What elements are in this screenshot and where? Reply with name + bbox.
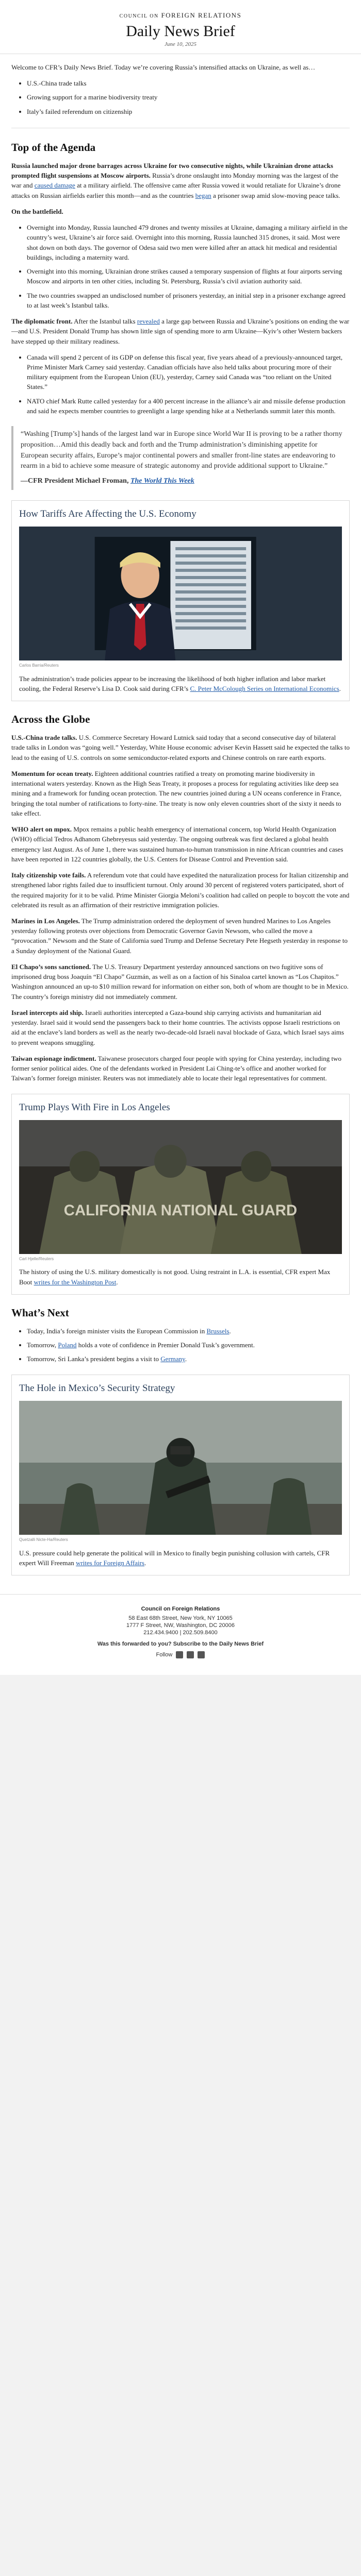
footer-address: 58 East 68th Street, New York, NY 10065 bbox=[128, 1615, 233, 1622]
globe-item: Taiwan espionage indictment. Taiwanese prosecutors charged four people with spying for China yesterday, including two former senior political aides. One of the defendants worked in President Lai Ching-te’s office and another worked for Taiwan’s former foreign minister. Reuters was not immediately able to locate their legal representatives for comment. bbox=[11, 1054, 341, 1082]
list-item: • Tomorrow, Poland holds a vote of confidence in Premier Donald Tusk’s government. bbox=[27, 1340, 350, 1350]
list-item: • U.S.-China trade talks bbox=[27, 78, 350, 88]
list-item: • NATO chief Mark Rutte called yesterday for a 400 percent increase in the alliance’s air and missile defense production and said he expects member countries to greenlight a large spending hike at a Netherlands summit later this month. bbox=[27, 396, 350, 416]
list-item: • The two countries swapped an undisclosed number of prisoners yesterday, an initial step in a prisoner exchange agreed to at last week’s Istanbul talks. bbox=[27, 291, 350, 310]
footer-subscribe-cta[interactable]: Was this forwarded to you? Subscribe to the Daily News Brief bbox=[97, 1641, 264, 1648]
footer bbox=[0, 1594, 361, 1675]
globe-item: U.S.-China trade talks. U.S. Commerce Secretary Howard Lutnick said today that a second consecutive day of bilateral trade talks in London was “going well.” Yesterday, White House economic adviser Kevin Hassett said he expected the talks to lead to the easing of U.S. controls on some semiconductor-related exports and Chinese controls on rare earth exports. bbox=[11, 734, 350, 761]
list-item: • Canada will spend 2 percent of its GDP on defense this fiscal year, five years ahead of a previously-announced target, Prime Minister Mark Carney said yesterday. Canadian officials have also held talks about procuring more of their military equipment from the European Union (EU), yesterday, Carney said Canada was “too reliant on the United States.” bbox=[27, 352, 350, 392]
quote-attribution: —CFR President Michael Froman, The World This Week bbox=[21, 477, 194, 485]
footer-org-name: Council on Foreign Relations bbox=[141, 1606, 220, 1613]
next-list bbox=[11, 1326, 350, 1364]
list-item: • Today, India’s foreign minister visits the European Commission in Brussels. bbox=[27, 1326, 350, 1336]
intro-list bbox=[11, 78, 350, 116]
newsletter-title: Daily News Brief bbox=[126, 23, 235, 40]
globe-item: Israel intercepts aid ship. Israeli authorities intercepted a Gaza-bound ship carrying activists and humanitarian aid yesterday. Israel said it would send the passengers back to their home countries. The activists oppose Israeli restrictions on aid at the enclave’s land borders as well as the nearly two-decade-old Israeli naval blockade of Gaza, which Israel says aims to prevent weapons smuggling. bbox=[11, 1008, 344, 1046]
link-brussels[interactable]: Brussels bbox=[206, 1327, 229, 1335]
feature-mexico bbox=[11, 1375, 350, 1575]
feature-title: The Hole in Mexico’s Security Strategy bbox=[19, 1382, 175, 1394]
link-germany[interactable]: Germany bbox=[160, 1355, 185, 1363]
photo-credit: Quetzalli Nicte-Ha/Reuters bbox=[19, 1537, 68, 1542]
feature-title: Trump Plays With Fire in Los Angeles bbox=[19, 1101, 170, 1113]
link-world-this-week[interactable]: The World This Week bbox=[130, 477, 194, 485]
list-item: • Overnight into Monday, Russia launched 479 drones and twenty missiles at Ukraine, damaging a military airfield in the country’s west, Ukraine’s air force said. Overnight into this morning, Russia launched 315 drones, it said. Most were shot down on both days. The governor of Odesa said two men were killed after an attack hit medical and residential buildings, including a maternity ward. bbox=[27, 223, 350, 262]
feature-text: U.S. pressure could help generate the political will in Mexico to finally begin punishing collusion with cartels, CFR expert Will Freeman writes for Foreign Affairs. bbox=[19, 1549, 330, 1567]
link-caused-damage[interactable]: caused damage bbox=[34, 181, 75, 190]
list-item: • Italy’s failed referendum on citizenship bbox=[27, 107, 350, 116]
pull-quote bbox=[11, 426, 350, 490]
feature-text: The administration’s trade policies appear to be increasing the likelihood of both higher inflation and labor market cooling, the Federal Reserve’s Lisa D. Cook said during CFR’s C. Peter McColough Series on International Economics. bbox=[19, 674, 341, 692]
feature-photo-mexico-security[interactable] bbox=[19, 1401, 342, 1535]
subheading-battlefield: On the battlefield. bbox=[11, 207, 63, 215]
globe-item: Momentum for ocean treaty. Eighteen additional countries ratified a treaty on promoting marine biodiversity in international waters yesterday. Known as the High Seas Treaty, it proposes a process for regulating activities like deep sea mining and a framework for funding ocean protection. The new countries joined during a UN oceans conference in France, bringing the total number of ratifications to forty-nine. The treaty is now only eleven countries short of the sixty it needs to take effect. bbox=[11, 769, 342, 817]
cfr-logo[interactable]: COUNCIL ON FOREIGN RELATIONS bbox=[119, 11, 242, 19]
globe-item: WHO alert on mpox. Mpox remains a public health emergency of international concern, top World Health Organization (WHO) official Tedros Adhanom Ghebreyesus said yesterday. The ongoing outbreak was first declared a global health emergency last August. As of June 1, there was sustained human-to-human transmission in nine African countries and cases have been reported in 122 countries globally, the U.S. Centers for Disease Control and Prevention said. bbox=[11, 825, 343, 863]
twitter-icon[interactable] bbox=[176, 1651, 183, 1658]
link-foreign-affairs[interactable]: writes for Foreign Affairs bbox=[76, 1558, 145, 1567]
feature-photo-trump-tariffs[interactable] bbox=[19, 527, 342, 660]
feature-los-angeles bbox=[11, 1094, 350, 1295]
list-item: • Growing support for a marine biodiversity treaty bbox=[27, 92, 350, 102]
list-item: • Tomorrow, Sri Lanka’s president begins a visit to Germany. bbox=[27, 1354, 350, 1364]
globe-item: El Chapo’s sons sanctioned. The U.S. Treasury Department yesterday announced sanctions on two fugitive sons of imprisoned drug boss Joaquín “El Chapo” Guzmán, as well as on a faction of his Sinaloa cartel known as “Los Chapitos.” Washington announced an up-to $10 million reward for information on either son, both of whom are thought to be in Mexico. The country’s foreign ministry did not immediately comment. bbox=[11, 962, 349, 1001]
photo-credit: Carlos Barria/Reuters bbox=[19, 663, 59, 668]
diplomatic-paragraph: The diplomatic front. After the Istanbul talks revealed a large gap between Russia and Ukraine’s positions on ending the war—and U.S. President Donald Trump has shown little sign of spending more to arm Ukraine—Kyiv’s other Western backers have stepped up their military readiness. bbox=[11, 317, 350, 345]
photo-patch-text: CALIFORNIA NATIONAL GUARD bbox=[63, 1201, 298, 1219]
feature-photo-national-guard[interactable] bbox=[19, 1120, 342, 1254]
section-heading-agenda: Top of the Agenda bbox=[11, 141, 96, 154]
link-revealed[interactable]: revealed bbox=[137, 317, 160, 326]
globe-item: Italy citizenship vote fails. A referendum vote that could have expedited the naturalization process for Italian citizenship and strengthened labor rights failed due to insufficient turnout. Only around 30 percent of registered voters participated, short of the required majority for it to be valid. Prime Minister Giorgia Meloni’s coalition had called on people to boycott the vote and celebrated its result as an affirmation of their restrictive immigration policies. bbox=[11, 871, 350, 909]
diplomatic-list bbox=[11, 352, 350, 416]
agenda-lead: Russia launched major drone barrages across Ukraine for two consecutive nights, while Ukrainian drone attacks prompted flight suspensions at Moscow airports. Russia’s drone onslaught into Monday morning was the largest of the war and caused damage at a military airfield. The offensive came after Russia vowed it would retaliate for Ukraine’s drone attacks on Russian airfields earlier this month—and as the countries began a prisoner swap amid slow-moving peace talks. bbox=[11, 162, 341, 199]
quote-text: “Washing [Trump’s] hands of the largest land war in Europe since World War II is proving to be a rather thorny proposition…Amid this deadly back and forth and the Trump administration’s diminishing appetite for European security affairs, Europe’s major continental powers and smaller front-line states are endeavoring to rearm in a bid to achieve some measure of strategic autonomy and provide additional support to Ukraine.” bbox=[21, 430, 342, 470]
link-washington-post[interactable]: writes for the Washington Post bbox=[34, 1278, 117, 1286]
footer-phone: 212.434.9400 | 202.509.8400 bbox=[143, 1630, 218, 1636]
feature-title: How Tariffs Are Affecting the U.S. Economy bbox=[19, 508, 196, 519]
section-heading-next: What’s Next bbox=[11, 1306, 69, 1319]
globe-item: Marines in Los Angeles. The Trump administration ordered the deployment of seven hundred Marines to Los Angeles yesterday following protests over objections from Democratic Governor Gavin Newsom, who called the move a “provocation.” Newsom and the State of California sued Trump and Defense Secretary Pete Hegseth yesterday in response to a Sunday deployment of the National Guard. bbox=[11, 917, 348, 955]
section-heading-globe: Across the Globe bbox=[11, 713, 90, 726]
feature-tariffs bbox=[11, 500, 350, 701]
link-mccolough-series[interactable]: C. Peter McColough Series on International Economics bbox=[190, 684, 339, 692]
list-item: • Overnight into this morning, Ukrainian drone strikes caused a temporary suspension of flights at four airports serving Moscow and airports in ten other cities, including St. Petersburg, Russia’s civil aviation authority said. bbox=[27, 266, 350, 286]
photo-credit: Carl Hjelle/Reuters bbox=[19, 1256, 54, 1261]
feature-text: The history of using the U.S. military domestically is not good. Using restraint in L.A. is essential, CFR expert Max Boot writes for the Washington Post. bbox=[19, 1268, 331, 1286]
footer-address: 1777 F Street, NW, Washington, DC 20006 bbox=[126, 1622, 235, 1629]
newsletter-date: June 10, 2025 bbox=[164, 41, 196, 47]
facebook-icon[interactable] bbox=[187, 1651, 194, 1658]
link-poland[interactable]: Poland bbox=[58, 1341, 77, 1349]
footer-follow: Follow bbox=[0, 1651, 361, 1658]
battlefield-list bbox=[11, 223, 350, 310]
intro-text: Welcome to CFR’s Daily News Brief. Today we’re covering Russia’s intensified attacks on Ukraine, as well as… bbox=[11, 63, 316, 71]
link-began[interactable]: began bbox=[195, 191, 211, 199]
masthead bbox=[0, 0, 361, 54]
linkedin-icon[interactable] bbox=[198, 1651, 205, 1658]
